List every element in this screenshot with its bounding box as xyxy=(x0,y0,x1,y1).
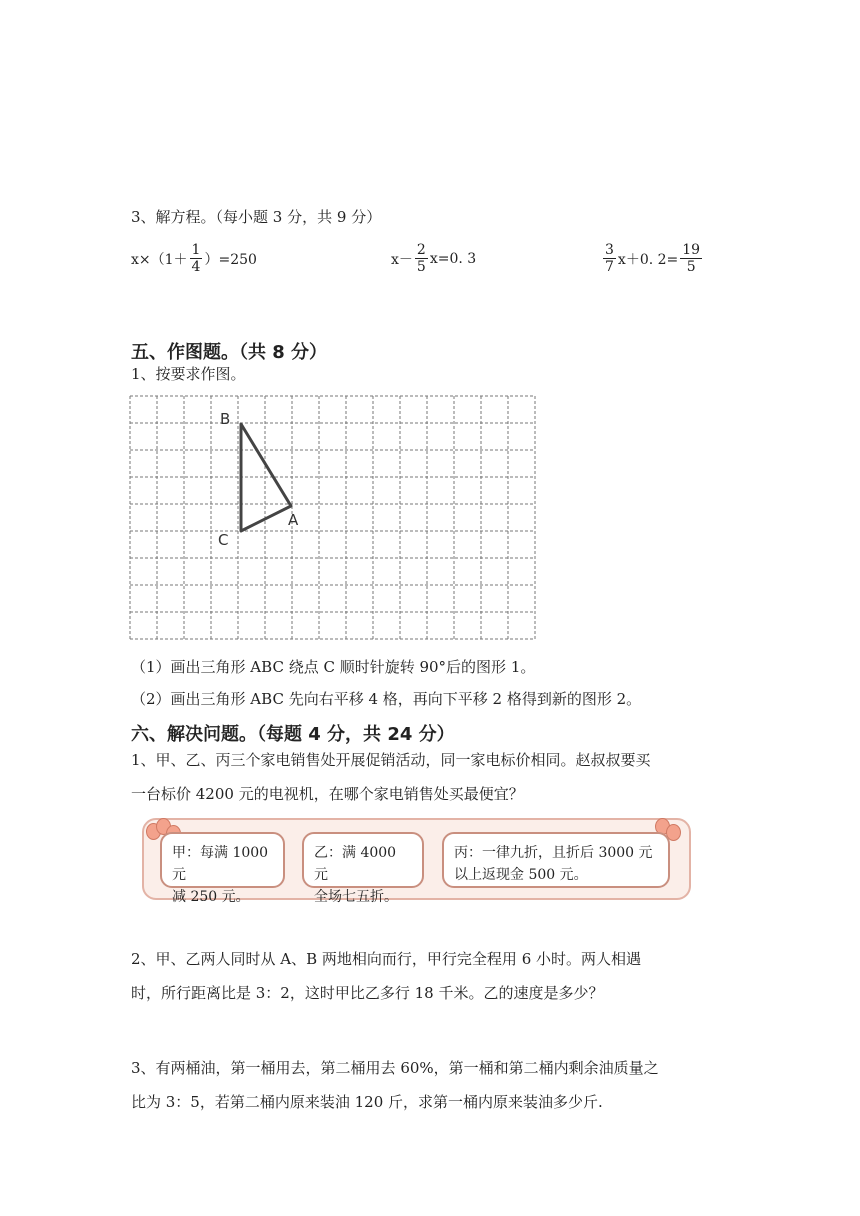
label-a: A xyxy=(288,511,299,529)
section6-heading: 六、解决问题。（每题 4 分，共 24 分） xyxy=(131,724,455,745)
eq2-num: 2 xyxy=(416,242,426,258)
equation-1 xyxy=(131,242,257,275)
section5-sub1: （1）画出三角形 ABC 绕点 C 顺时针旋转 90°后的图形 1。 xyxy=(131,658,536,676)
offer-jia-line2: 减 250 元。 xyxy=(172,889,250,905)
section5-q1: 1、按要求作图。 xyxy=(131,365,246,383)
offer-yi-line1: 乙：满 4000 元 xyxy=(314,845,397,883)
eq1-post: ）=250 xyxy=(204,251,257,268)
section5-heading: 五、作图题。（共 8 分） xyxy=(131,342,328,363)
offer-box-yi xyxy=(302,832,424,905)
offer-jia-line1: 甲：每满 1000 元 xyxy=(172,845,269,883)
label-b: B xyxy=(220,410,231,428)
offer-bing-line1: 丙：一律九折，且折后 3000 元 xyxy=(454,845,653,861)
grid-lines xyxy=(130,396,535,639)
eq3-num2: 19 xyxy=(682,242,701,258)
eq3-mid: x＋0. 2= xyxy=(617,251,679,268)
drawing-grid xyxy=(128,394,538,644)
q1-line1: 1、甲、乙、丙三个家电销售处开展促销活动，同一家电标价相同。赵叔叔要买 xyxy=(131,751,651,769)
q2-line1: 2、甲、乙两人同时从 A、B 两地相向而行，甲行完全程用 6 小时。两人相遇 xyxy=(131,950,642,968)
eq1-fraction xyxy=(190,242,203,275)
offer-box-jia xyxy=(160,832,285,905)
eq1-num: 1 xyxy=(191,242,201,258)
eq2-fraction xyxy=(415,242,428,275)
q3-line1: 3、有两桶油，第一桶用去，第二桶用去 60%，第一桶和第二桶内剩余油质量之 xyxy=(131,1059,659,1077)
q3-line2: 比为 3：5，若第二桶内原来装油 120 斤，求第一桶内原来装油多少斤. xyxy=(131,1093,603,1111)
eq3-fraction-2 xyxy=(680,242,702,275)
offer-yi-line2: 全场七五折。 xyxy=(314,889,398,905)
q1-line2: 一台标价 4200 元的电视机，在哪个家电销售处买最便宜？ xyxy=(131,785,524,803)
eq3-den2: 5 xyxy=(686,259,696,275)
offer-box-bing xyxy=(442,832,670,888)
eq2-post: x=0. 3 xyxy=(429,250,477,267)
offer-bing-line2: 以上返现金 500 元。 xyxy=(454,867,588,883)
equation-3 xyxy=(601,242,704,275)
section5-sub2: （2）画出三角形 ABC 先向右平移 4 格，再向下平移 2 格得到新的图形 2。 xyxy=(131,690,642,708)
eq1-den: 4 xyxy=(191,259,201,275)
label-c: C xyxy=(218,531,229,549)
eq3-den1: 7 xyxy=(605,259,614,275)
eq3-fraction-1 xyxy=(603,242,616,275)
eq2-den: 5 xyxy=(416,259,426,275)
section3-title: 3、解方程。（每小题 3 分，共 9 分） xyxy=(131,208,382,226)
eq2-pre: x－ xyxy=(391,251,413,268)
q2-line2: 时，所行距离比是 3：2，这时甲比乙多行 18 千米。乙的速度是多少？ xyxy=(131,984,604,1002)
eq1-pre: x×（1＋ xyxy=(131,251,188,268)
eq3-num1: 3 xyxy=(605,242,614,258)
equation-2 xyxy=(391,242,476,275)
